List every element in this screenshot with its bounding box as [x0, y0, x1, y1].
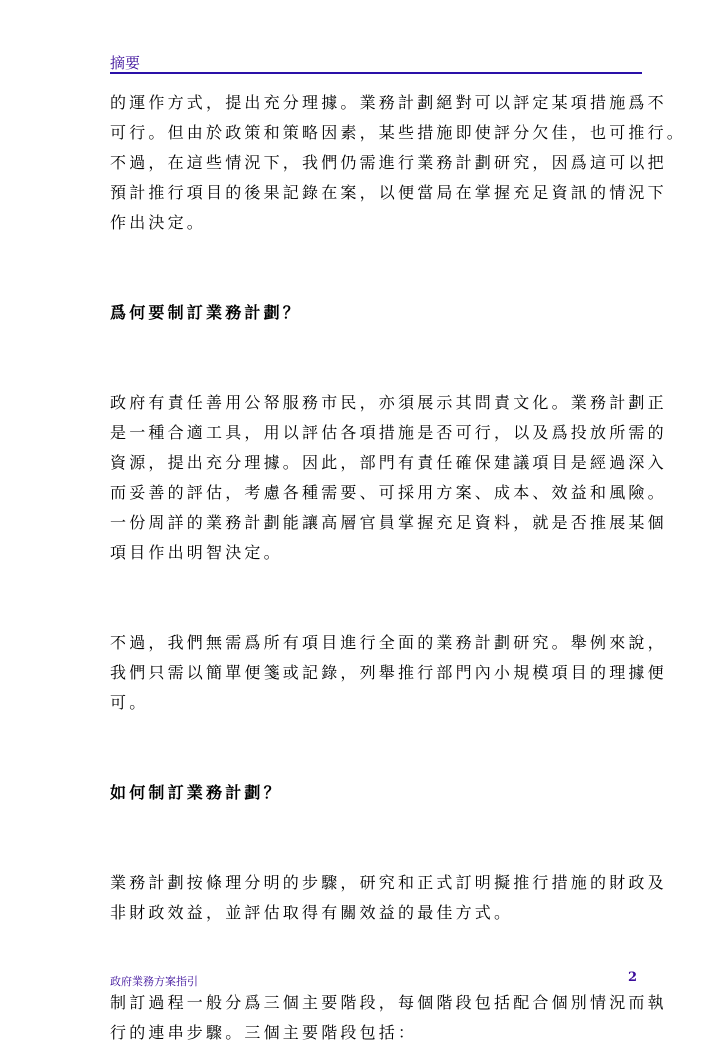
page-number: 2: [628, 970, 638, 985]
paragraph-line: 可。: [110, 693, 149, 712]
page-header-title: 摘要: [110, 54, 141, 72]
paragraph-line: 制訂過程一般分爲三個主要階段，每個階段包括配合個別情況而執: [110, 993, 667, 1012]
paragraph-3: [110, 628, 667, 718]
paragraph-line: 不過，在這些情況下，我們仍需進行業務計劃研究，因爲這可以把: [110, 153, 667, 172]
footer-document-title: 政府業務方案指引: [110, 975, 198, 988]
paragraph-1: [110, 88, 687, 238]
document-body: [110, 88, 687, 1048]
paragraph-line: 項目作出明智決定。: [110, 543, 283, 562]
paragraph-line: 可行。但由於政策和策略因素，某些措施即使評分欠佳，也可推行。: [110, 123, 687, 142]
section-heading-why: 爲何要制訂業務計劃？: [110, 303, 303, 322]
section-heading-how: 如何制訂業務計劃？: [110, 783, 283, 802]
paragraph-line: 是一種合適工具，用以評估各項措施是否可行，以及爲投放所需的: [110, 423, 667, 442]
paragraph-line: 非財政效益，並評估取得有關效益的最佳方式。: [110, 903, 514, 922]
paragraph-4: [110, 868, 667, 928]
paragraph-line: 作出決定。: [110, 213, 207, 232]
paragraph-line: 預計推行項目的後果記錄在案，以便當局在掌握充足資訊的情況下: [110, 183, 667, 202]
paragraph-5: [110, 988, 667, 1048]
paragraph-line: 行的連串步驟。三個主要階段包括：: [110, 1023, 418, 1042]
paragraph-line: 的運作方式，提出充分理據。業務計劃絕對可以評定某項措施爲不: [110, 93, 667, 112]
paragraph-line: 我們只需以簡單便箋或記錄，列舉推行部門內小規模項目的理據便: [110, 663, 667, 682]
paragraph-line: 政府有責任善用公帑服務市民，亦須展示其問責文化。業務計劃正: [110, 393, 667, 412]
paragraph-line: 業務計劃按條理分明的步驟，研究和正式訂明擬推行措施的財政及: [110, 873, 667, 892]
paragraph-line: 一份周詳的業務計劃能讓高層官員掌握充足資料，就是否推展某個: [110, 513, 667, 532]
paragraph-line: 而妥善的評估，考慮各種需要、可採用方案、成本、效益和風險。: [110, 483, 667, 502]
header-divider: [110, 72, 642, 74]
paragraph-2: [110, 388, 667, 568]
paragraph-line: 資源，提出充分理據。因此，部門有責任確保建議項目是經過深入: [110, 453, 667, 472]
paragraph-line: 不過，我們無需爲所有項目進行全面的業務計劃研究。舉例來說，: [110, 633, 667, 652]
